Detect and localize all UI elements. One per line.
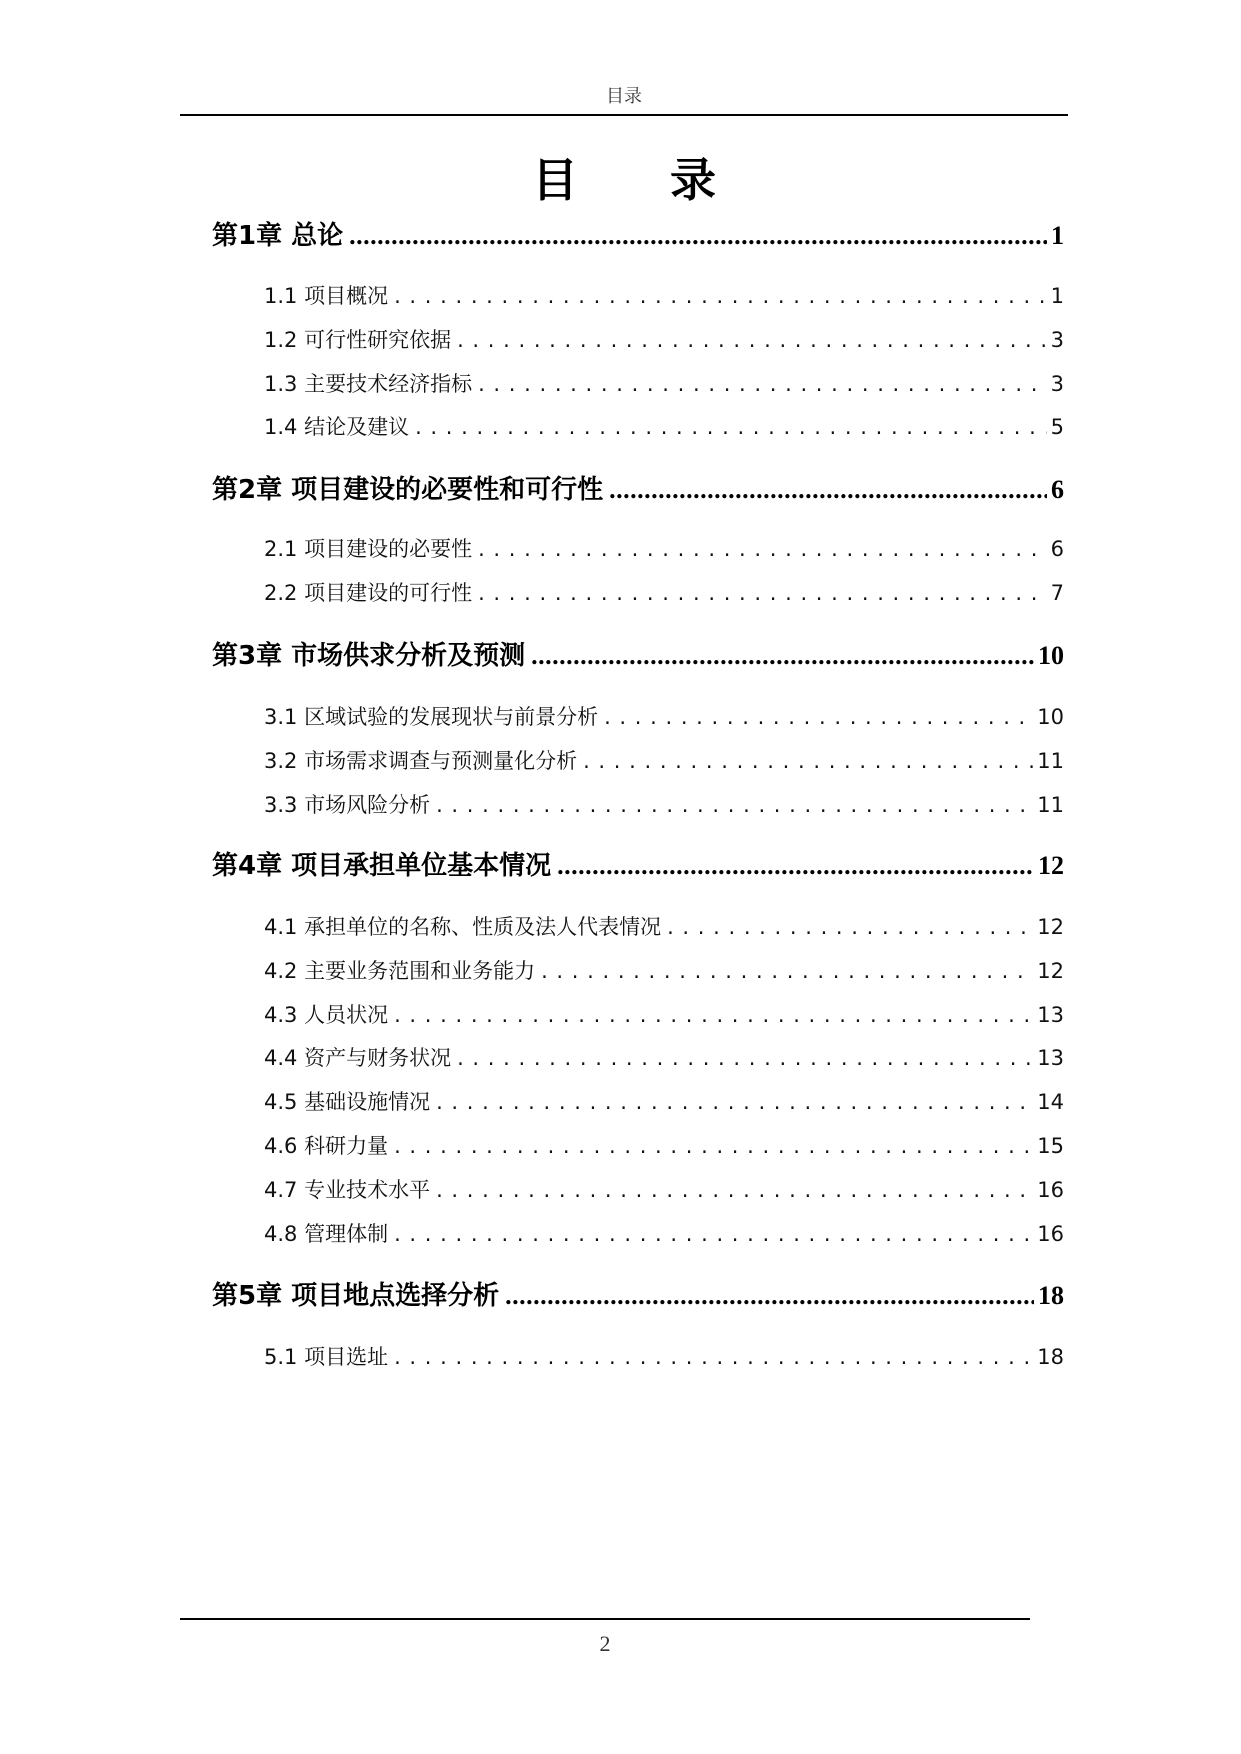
toc-section-entry[interactable] [264,324,1064,356]
toc-page-number: 7 [1050,580,1064,605]
toc-page-number: 11 [1037,792,1064,817]
toc-page-number: 12 [1037,958,1064,983]
toc-chapter-title: 第1章 总论 [212,221,344,251]
toc-section-entry[interactable] [264,911,1064,943]
toc-chapter-entry[interactable] [212,846,1064,886]
toc-page-number: 10 [1038,641,1064,670]
toc-page-number: 18 [1037,1345,1064,1369]
toc-page-number: 11 [1037,748,1064,773]
toc-dot-leader [394,999,1033,1031]
toc-page-number: 16 [1037,1221,1064,1246]
running-header: 目录 [606,86,642,107]
toc-chapter-title: 第4章 项目承担单位基本情况 [212,851,552,881]
toc-section-title: 4.5 基础设施情况 [264,1090,431,1115]
toc-section-title: 1.4 结论及建议 [264,415,410,440]
toc-chapter-title: 第2章 项目建设的必要性和可行性 [212,475,604,505]
page-number: 2 [599,1631,611,1656]
toc-section-entry[interactable] [264,411,1064,443]
toc-page-number: 1 [1051,221,1064,250]
toc-page-number: 6 [1051,475,1064,504]
toc-section-title: 4.7 专业技术水平 [264,1177,431,1202]
footer-rule [180,1618,1030,1620]
toc-section-entry[interactable] [264,1042,1064,1074]
toc-section-title: 4.6 科研力量 [264,1134,389,1158]
toc-section-title: 1.3 主要技术经济指标 [264,371,473,396]
toc-dot-leader [505,1276,1034,1316]
toc-section-entry[interactable] [264,280,1064,312]
toc-section-entry[interactable] [264,1341,1064,1373]
toc-chapter-title: 第5章 项目地点选择分析 [212,1281,500,1311]
toc-section-entry[interactable] [264,999,1064,1031]
toc-section-entry[interactable] [264,577,1064,609]
toc-dot-leader [436,1174,1033,1206]
toc-dot-leader [457,324,1047,356]
toc-chapter-title: 第3章 市场供求分析及预测 [212,641,526,671]
toc-dot-leader [349,216,1047,256]
toc-section-entry[interactable] [264,1174,1064,1206]
toc-section-title: 4.3 人员状况 [264,1002,389,1027]
toc-dot-leader [541,955,1033,987]
toc-section-title: 1.1 项目概况 [264,284,389,308]
toc-chapter-entry[interactable] [212,470,1064,510]
toc-dot-leader [609,470,1047,510]
toc-section-title: 4.1 承担单位的名称、性质及法人代表情况 [264,915,662,939]
toc-page-number: 13 [1037,1046,1064,1071]
toc-page-number: 3 [1050,327,1064,352]
toc-page-number: 15 [1037,1134,1064,1158]
toc-chapter-entry[interactable] [212,216,1064,256]
toc-page-number: 5 [1050,415,1064,440]
toc-page-number: 12 [1038,851,1064,880]
toc-dot-leader [667,911,1033,943]
toc-title: 目 录 [531,153,754,207]
toc-dot-leader [604,701,1033,733]
toc-section-entry[interactable] [264,368,1064,400]
toc-section-title: 4.4 资产与财务状况 [264,1046,452,1071]
toc-dot-leader [394,1218,1033,1250]
toc-section-entry[interactable] [264,533,1064,565]
toc-dot-leader [531,636,1034,676]
toc-chapter-entry[interactable] [212,1276,1064,1316]
toc-dot-leader [436,1086,1033,1118]
toc-dot-leader [415,411,1047,443]
toc-section-entry[interactable] [264,955,1064,987]
toc-section-title: 2.2 项目建设的可行性 [264,580,473,605]
toc-chapter-entry[interactable] [212,636,1064,676]
toc-dot-leader [478,577,1047,609]
toc-section-entry[interactable] [264,1086,1064,1118]
toc-dot-leader [583,745,1033,777]
toc-page-number: 14 [1037,1090,1064,1115]
toc-section-title: 1.2 可行性研究依据 [264,327,452,352]
toc-page-number: 3 [1050,371,1064,396]
toc-section-entry[interactable] [264,1130,1064,1162]
toc-section-title: 3.3 市场风险分析 [264,792,431,817]
toc-section-entry[interactable] [264,1218,1064,1250]
toc-section-title: 3.2 市场需求调查与预测量化分析 [264,748,578,773]
toc-section-title: 2.1 项目建设的必要性 [264,537,473,561]
toc-section-entry[interactable] [264,789,1064,821]
toc-page-number: 13 [1037,1002,1064,1027]
toc-dot-leader [557,846,1034,886]
toc-page-number: 12 [1037,915,1064,939]
toc-dot-leader [394,1130,1033,1162]
toc-section-entry[interactable] [264,745,1064,777]
toc-section-entry[interactable] [264,701,1064,733]
toc-page-number: 6 [1050,537,1064,561]
toc-dot-leader [457,1042,1033,1074]
toc-page-number: 1 [1050,284,1064,308]
toc-page-number: 16 [1037,1177,1064,1202]
toc-page-number: 10 [1037,705,1064,729]
toc-section-title: 3.1 区域试验的发展现状与前景分析 [264,705,599,729]
toc-dot-leader [394,280,1047,312]
toc-section-title: 4.2 主要业务范围和业务能力 [264,958,536,983]
toc-dot-leader [394,1341,1033,1373]
toc-dot-leader [478,368,1047,400]
toc-page-number: 18 [1038,1281,1064,1310]
toc-dot-leader [478,533,1047,565]
toc-dot-leader [436,789,1033,821]
toc-section-title: 4.8 管理体制 [264,1221,389,1246]
toc-section-title: 5.1 项目选址 [264,1345,389,1369]
